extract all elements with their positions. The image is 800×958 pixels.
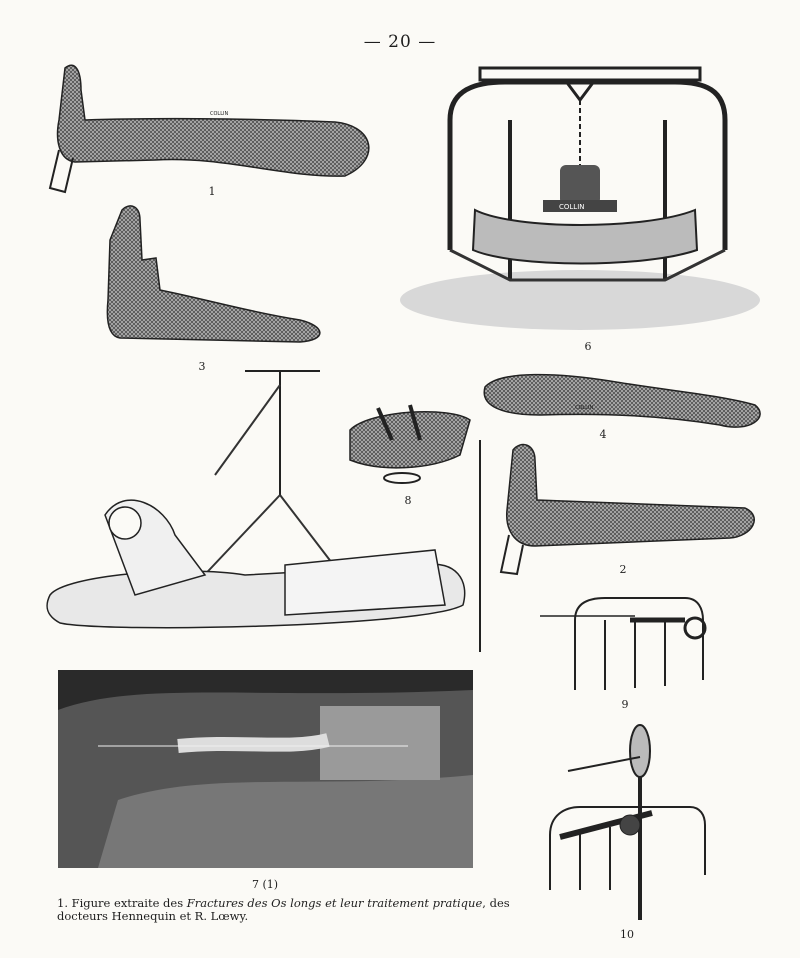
figure-label-3: 3 bbox=[198, 360, 206, 373]
stamp-collin: COLLIN bbox=[559, 203, 585, 211]
figure-2-leg-splint bbox=[495, 440, 765, 580]
figure-label-10: 10 bbox=[620, 928, 634, 941]
figure-label-7: 7 (1) bbox=[251, 878, 279, 891]
figure-traction-patient bbox=[45, 365, 475, 645]
figure-label-6: 6 bbox=[584, 340, 592, 353]
figure-4-curved-splint bbox=[480, 365, 765, 435]
footnote-suffix: , des docteurs Hennequin et R. Lœwy. bbox=[57, 896, 510, 923]
figure-label-9: 9 bbox=[621, 698, 629, 711]
figure-6-suspension-frame bbox=[395, 60, 765, 335]
footnote bbox=[57, 897, 517, 923]
stamp-collin: COLLIN bbox=[575, 405, 594, 411]
footnote-title: Fractures des Os longs et leur traitement pratique bbox=[186, 896, 483, 910]
figure-1-leg-splint bbox=[45, 60, 385, 200]
figure-3-arm-splint bbox=[100, 200, 330, 350]
figure-7-photograph bbox=[58, 670, 473, 868]
figure-9-clamp bbox=[535, 580, 715, 695]
figure-label-1: 1 bbox=[208, 185, 216, 198]
stamp-collin: COLLIN bbox=[210, 111, 229, 117]
footnote-prefix: 1. Figure extraite des bbox=[57, 896, 187, 910]
vertical-rule bbox=[479, 440, 481, 652]
figure-label-4: 4 bbox=[599, 428, 607, 441]
figure-10-pulley bbox=[540, 715, 715, 925]
page-number: — 20 — bbox=[363, 32, 437, 52]
figure-label-2: 2 bbox=[619, 563, 627, 576]
figure-label-8: 8 bbox=[404, 494, 412, 507]
